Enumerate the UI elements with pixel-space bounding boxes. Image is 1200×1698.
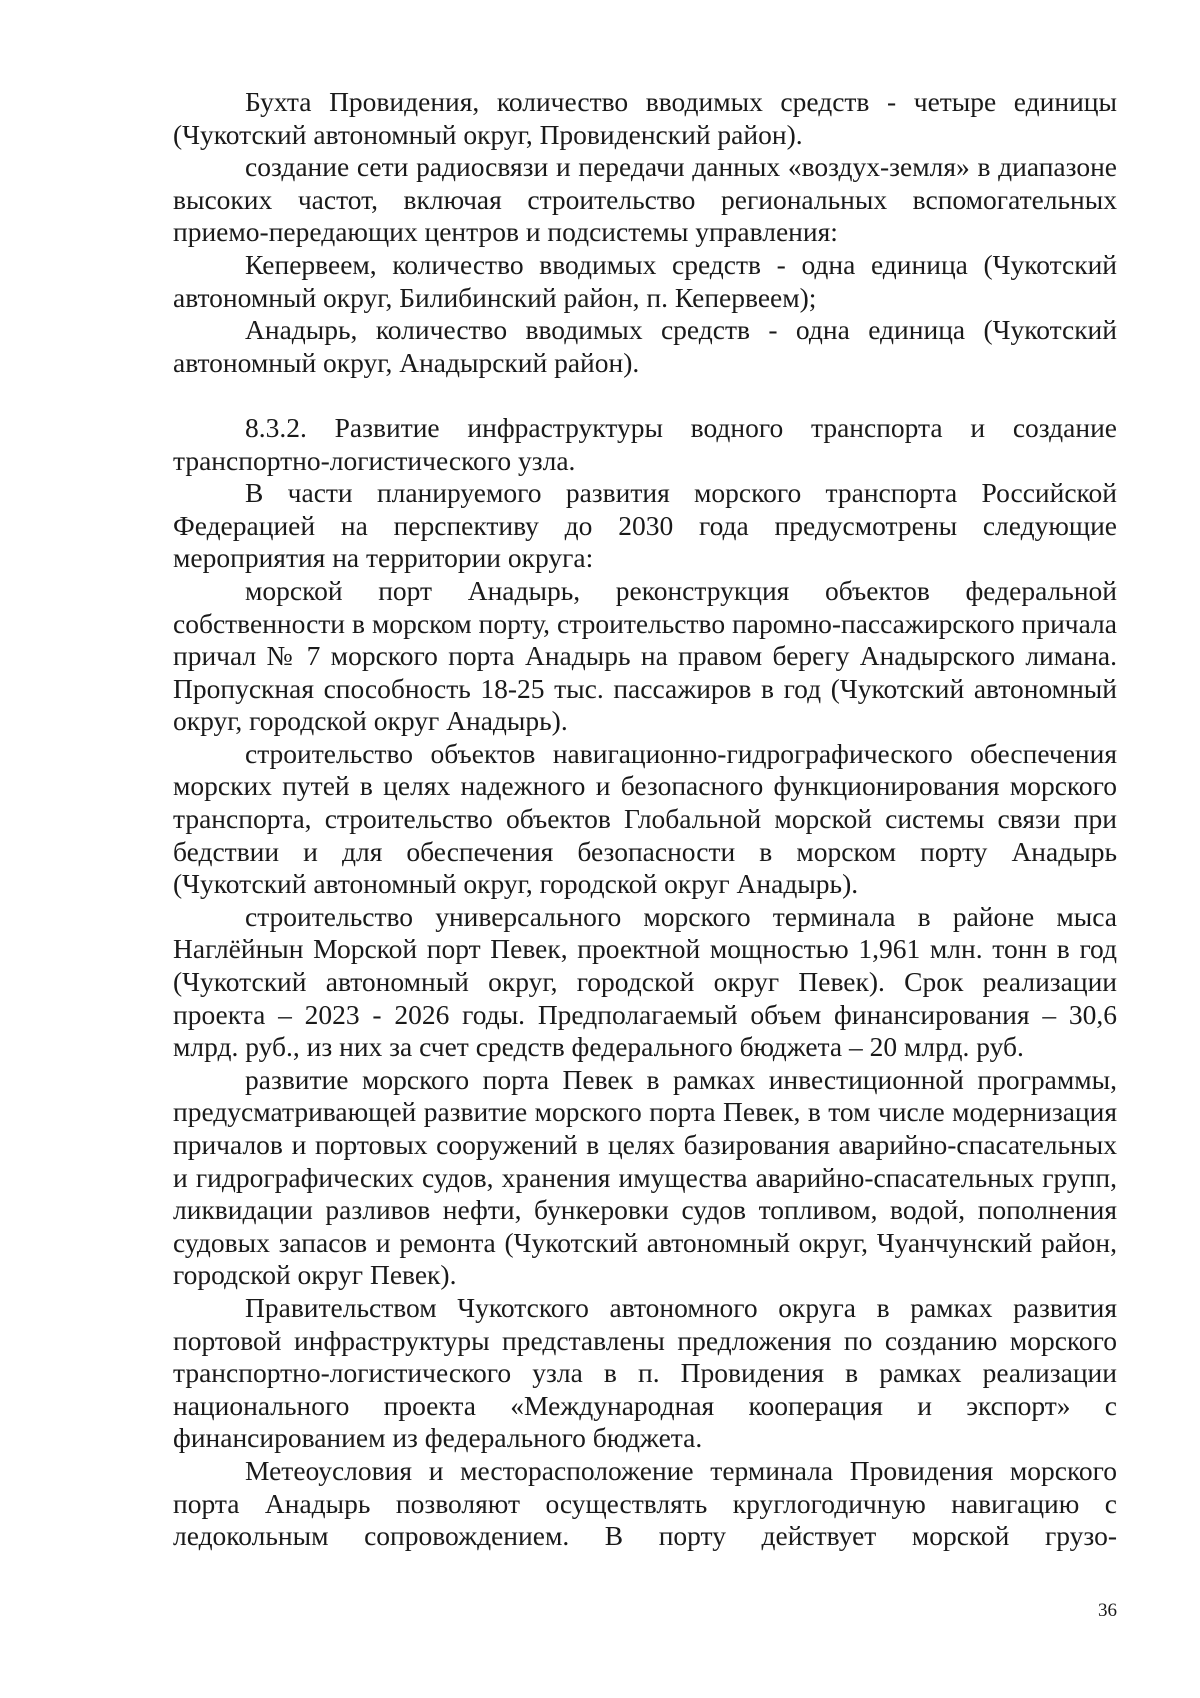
paragraph: Бухта Провидения, количество вводимых средств - четыре единицы (Чукотский автономный округ, Провиденский район). (173, 86, 1117, 150)
paragraph: Кепервеем, количество вводимых средств - одна единица (Чукотский автономный округ, Билибинский район, п. Кепервеем); (173, 248, 1117, 313)
paragraph: Правительством Чукотского автономного округа в рамках развития портовой инфраструктуры представлены предложения по созданию морского транспортно-логистического узла в п. Провидения в рамках реализации национального проекта «Международная кооперация и экспорт» с финансированием из федерального бюджета. (173, 1291, 1117, 1454)
paragraph: развитие морского порта Певек в рамках инвестиционной программы, предусматривающей развитие морского порта Певек, в том числе модернизация причалов и портовых сооружений в целях базирования аварийно-спасательных и гидрографических судов, хранения имущества аварийно-спасательных групп, ликвидации разливов нефти, бункеровки судов топливом, водой, пополнения судовых запасов и ремонта (Чукотский автономный округ, Чуанчунский район, городской округ Певек). (173, 1063, 1117, 1291)
paragraph: Анадырь, количество вводимых средств - одна единица (Чукотский автономный округ, Анадырский район). (173, 314, 1117, 378)
paragraph: морской порт Анадырь, реконструкция объектов федеральной собственности в морском порту, строительство паромно-пассажирского причала причал № 7 морского порта Анадырь на правом берегу Анадырского лимана. Пропускная способность 18-25 тыс. пассажиров в год (Чукотский автономный округ, городской округ Анадырь). (173, 574, 1117, 737)
paragraph: создание сети радиосвязи и передачи данных «воздух-земля» в диапазоне высоких частот, включая строительство региональных вспомогательных приемо-передающих центров и подсистемы управления: (173, 151, 1117, 248)
paragraph: В части планируемого развития морского транспорта Российской Федерацией на перспективу до 2030 года предусмотрены следующие мероприятия на территории округа: (173, 477, 1117, 574)
page-number: 36 (1098, 1600, 1117, 1621)
paragraph-spacer (173, 379, 1117, 412)
paragraph: строительство объектов навигационно-гидрографического обеспечения морских путей в целях надежного и безопасного функционирования морского транспорта, строительство объектов Глобальной морской системы связи при бедствии и для обеспечения безопасности в морском порту Анадырь (Чукотский автономный округ, городской округ Анадырь). (173, 737, 1117, 900)
paragraph: Метеоусловия и месторасположение терминала Провидения морского порта Анадырь позволяют осуществлять круглогодичную навигацию с ледокольным сопровождением. В порту действует морской грузо- (173, 1454, 1117, 1552)
paragraph: строительство универсального морского терминала в районе мыса Наглёйнын Морской порт Певек, проектной мощностью 1,961 млн. тонн в год (Чукотский автономный округ, городской округ Певек). Срок реализации проекта – 2023 - 2026 годы. Предполагаемый объем финансирования – 30,6 млрд. руб., из них за счет средств федерального бюджета – 20 млрд. руб. (173, 900, 1117, 1063)
body-text (173, 86, 1117, 1553)
section-heading: 8.3.2. Развитие инфраструктуры водного транспорта и создание транспортно-логистического узла. (173, 411, 1117, 476)
